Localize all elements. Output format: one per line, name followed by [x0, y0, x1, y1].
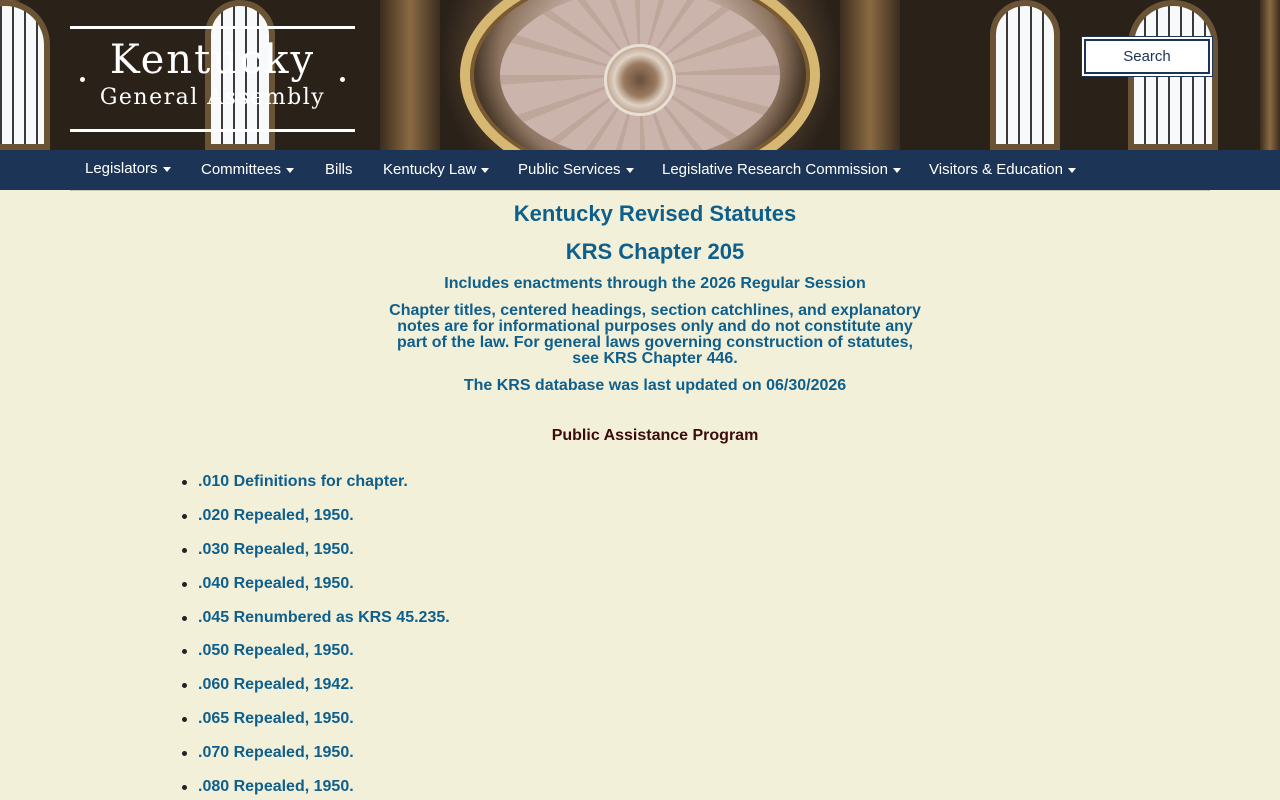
caret-down-icon [1068, 168, 1076, 173]
section-link[interactable]: .040 Repealed, 1950. [198, 574, 450, 608]
banner-pillar [380, 0, 440, 150]
search-button[interactable]: Search [1084, 39, 1210, 74]
caret-down-icon [893, 168, 901, 173]
nav-item-label: Bills [325, 161, 353, 178]
section-link[interactable]: .060 Repealed, 1942. [198, 675, 450, 709]
site-logo[interactable] [70, 26, 355, 132]
logo-subtitle: General Assembly [99, 85, 326, 110]
enactments-note: Includes enactments through the 2026 Regular Session [444, 275, 866, 292]
nav-item-label: Visitors & Education [929, 161, 1063, 178]
caret-down-icon [163, 167, 171, 172]
section-link[interactable]: .050 Repealed, 1950. [198, 641, 450, 675]
caret-down-icon [286, 168, 294, 173]
section-link[interactable]: .070 Repealed, 1950. [198, 743, 450, 777]
banner-pillar [1260, 0, 1280, 150]
section-heading: Public Assistance Program [551, 427, 759, 444]
banner-rosette [604, 44, 676, 116]
nav-item-public-services[interactable] [518, 150, 634, 190]
nav-item-visitors-education[interactable] [929, 150, 1076, 190]
main-nav [0, 150, 1280, 190]
nav-item-label: Legislators [85, 160, 158, 177]
nav-item-label: Kentucky Law [383, 161, 477, 178]
section-link[interactable]: .020 Repealed, 1950. [198, 506, 450, 540]
nav-item-bills[interactable] [325, 150, 353, 190]
section-link[interactable]: .010 Definitions for chapter. [198, 472, 450, 506]
caret-down-icon [481, 168, 489, 173]
caret-down-icon [626, 168, 634, 173]
nav-item-label: Public Services [518, 161, 621, 178]
nav-item-kentucky-law[interactable] [383, 150, 489, 190]
page-title: Kentucky Revised Statutes [513, 201, 797, 226]
section-list [198, 472, 450, 800]
section-link[interactable]: .065 Repealed, 1950. [198, 709, 450, 743]
nav-item-legislators[interactable] [85, 149, 171, 189]
nav-item-lrc[interactable] [662, 150, 901, 190]
disclaimer-note: Chapter titles, centered headings, section catchlines, and explanatory notes are for informational purposes only and do not constitute any part of the law. For general laws governing construction of statutes, see KRS Chapter 446. [389, 302, 921, 367]
nav-divider [70, 190, 1210, 191]
chapter-title: KRS Chapter 205 [565, 239, 745, 264]
banner-pillar [840, 0, 900, 150]
nav-item-label: Committees [201, 161, 282, 178]
section-link[interactable]: .030 Repealed, 1950. [198, 540, 450, 574]
last-updated: The KRS database was last updated on 06/30/2026 [463, 377, 847, 394]
section-link[interactable]: .080 Repealed, 1950. [198, 777, 450, 800]
banner-window [990, 0, 1060, 150]
section-link[interactable]: .045 Renumbered as KRS 45.235. [198, 608, 450, 642]
logo-title: Kentucky [109, 37, 316, 83]
logo-dot [340, 77, 345, 82]
nav-item-label: Legislative Research Commission [662, 161, 888, 178]
nav-item-committees[interactable] [201, 150, 294, 190]
banner-window [0, 0, 50, 150]
banner-window [1128, 0, 1218, 150]
